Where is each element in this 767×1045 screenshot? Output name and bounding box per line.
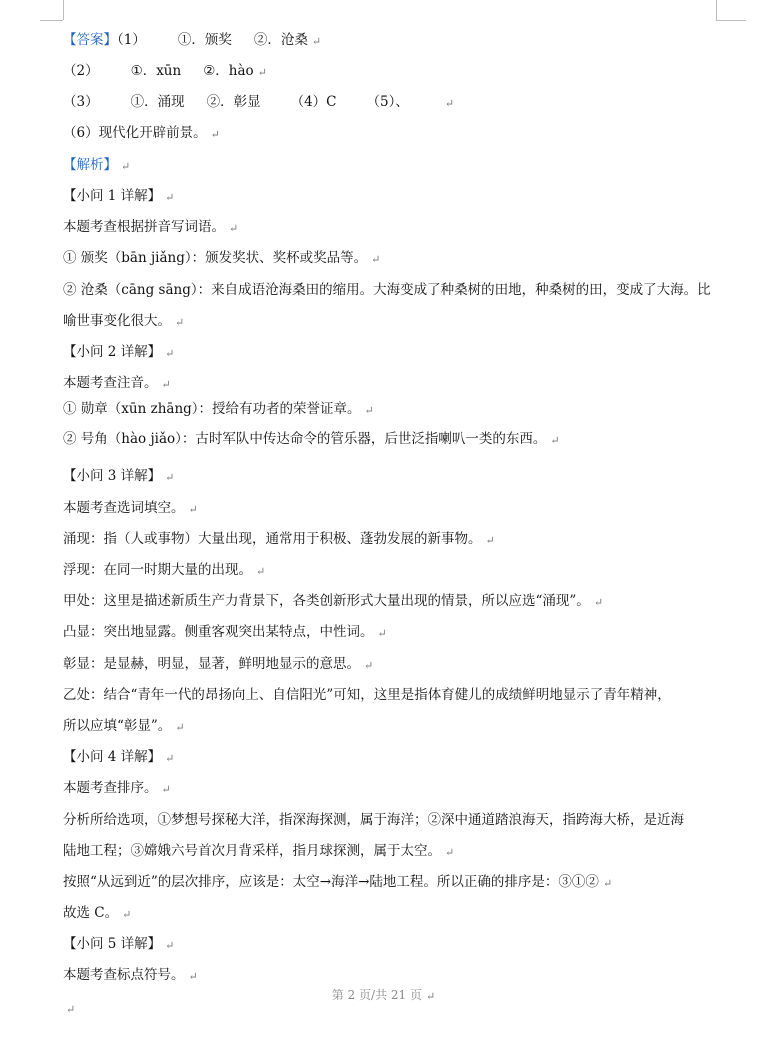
paragraph-mark: ↵ [121, 160, 131, 173]
section-heading-text: 【小问 4 详解】 [63, 749, 162, 765]
paragraph-text: 乙处：结合“青年一代的昂扬向上、自信阳光”可知，这里是指体育健儿的成绩鲜明地显示了青年精神， [63, 687, 671, 703]
page-footer [0, 986, 767, 1003]
section-3-heading [63, 467, 727, 487]
paragraph-mark: ↵ [364, 404, 374, 417]
paragraph-mark: ↵ [165, 347, 175, 360]
section-3-p4 [63, 623, 727, 643]
paragraph-mark: ↵ [445, 846, 455, 859]
paragraph-text: 本题考查注音。 [63, 375, 158, 391]
section-3-p6a [63, 686, 727, 704]
answer-q1-prefix: （1） [117, 32, 146, 48]
crop-mark-top-left-h [40, 20, 63, 21]
section-3-p2 [63, 561, 727, 581]
paragraph-text: 陆地工程；③嫦娥六号首次月背采样，指月球探测，属于太空。 [63, 843, 441, 859]
paragraph-mark: ↵ [122, 908, 132, 921]
section-5-heading [63, 935, 727, 955]
section-4-heading [63, 748, 727, 768]
paragraph-text: 凸显：突出地显露。侧重客观突出某特点，中性词。 [63, 624, 374, 640]
section-heading-text: 【小问 5 详解】 [63, 936, 162, 952]
crop-mark-top-right [716, 0, 717, 20]
paragraph-mark: ↵ [311, 35, 322, 48]
paragraph-text: ② 号角（hào jiǎo）：古时军队中传达命令的管乐器，后世泛指喇叭一类的东西。 [63, 431, 547, 447]
section-1-p2b [63, 312, 727, 332]
section-1-p2a [63, 281, 727, 299]
answer-line-4 [63, 124, 727, 144]
paragraph-mark: ↵ [371, 253, 381, 266]
paragraph-text: 喻世事变化很大。 [63, 313, 171, 329]
paragraph-mark: ↵ [165, 752, 175, 765]
paragraph-text: 本题考查排序。 [63, 780, 158, 796]
section-3-p3 [63, 592, 727, 612]
paragraph-mark: ↵ [229, 222, 239, 235]
section-4-p1b [63, 842, 727, 862]
section-heading-text: 【小问 2 详解】 [63, 344, 162, 360]
answer-line-1 [63, 31, 727, 51]
paragraph-mark-end: ↵ [66, 1003, 76, 1016]
crop-mark-top-right-h [716, 20, 746, 21]
section-4-p2 [63, 873, 727, 893]
paragraph-text: ① 颁奖（bān jiǎng）：颁发奖状、奖杯或奖品等。 [63, 250, 368, 266]
paragraph-text: 本题考查根据拼音写词语。 [63, 219, 225, 235]
paragraph-mark: ↵ [364, 659, 374, 672]
paragraph-text: 涌现：指（人或事物）大量出现，通常用于积极、蓬勃发展的新事物。 [63, 531, 482, 547]
answer-q3-prefix: （3） [63, 94, 99, 110]
paragraph-text: 按照“从远到近”的层次排序，应该是：太空→海洋→陆地工程。所以正确的排序是：③①② [63, 874, 599, 890]
paragraph-text: 分析所给选项，①梦想号探秘大洋，指深海探测，属于海洋；②深中通道踏浪海天，指跨海大桥，是近海 [63, 812, 684, 828]
paragraph-mark: ↵ [188, 970, 198, 983]
section-2-heading [63, 343, 727, 363]
paragraph-mark: ↵ [593, 596, 604, 609]
paragraph-mark: ↵ [485, 534, 495, 547]
section-3-p1 [63, 530, 727, 550]
answer-q6: （6）现代化开辟前景。 [63, 125, 207, 141]
answer-line-3 [63, 93, 727, 113]
section-1-intro [63, 218, 727, 238]
section-4-intro [63, 779, 727, 799]
paragraph-mark: ↵ [256, 565, 266, 578]
paragraph-text: 故选 C。 [63, 905, 119, 921]
paragraph-text: 甲处：这里是描述新质生产力背景下，各类创新形式大量出现的情景，所以应选“涌现”。 [63, 593, 590, 609]
paragraph-mark: ↵ [550, 434, 560, 447]
paragraph-mark: ↵ [257, 66, 267, 79]
section-3-intro [63, 499, 727, 519]
answer-q2-a1: ①．xūn [130, 63, 182, 79]
answer-q5: （5）、 [366, 94, 409, 110]
paragraph-mark: ↵ [161, 378, 171, 391]
answer-q1-a1: ①．颁奖 [177, 32, 232, 48]
paragraph-mark: ↵ [165, 191, 175, 204]
paragraph-text: 本题考查标点符号。 [63, 967, 185, 983]
paragraph-mark: ↵ [175, 721, 185, 734]
answer-q2-prefix: （2） [63, 63, 99, 79]
section-3-p6b [63, 717, 727, 737]
section-2-p2 [63, 430, 727, 450]
paragraph-text: 彰显：是显赫，明显，显著，鲜明地显示的意思。 [63, 656, 360, 672]
paragraph-mark: ↵ [377, 627, 387, 640]
section-1-p1 [63, 249, 727, 269]
paragraph-text: ② 沧桑（cāng sāng）：来自成语沧海桑田的缩用。大海变成了种桑树的田地，种桑树的田，变成了大海。比 [63, 282, 711, 298]
answer-q2-a2: ②．hào [203, 63, 254, 79]
analysis-tag: 【解析】 [63, 157, 117, 173]
answer-q4: （4）C [290, 94, 337, 110]
section-heading-text: 【小问 3 详解】 [63, 468, 162, 484]
paragraph-mark: ↵ [188, 503, 198, 516]
paragraph-text: 所以应填“彰显”。 [63, 718, 172, 734]
section-heading-text: 【小问 1 详解】 [63, 188, 162, 204]
answer-tag: 【答案】 [63, 32, 117, 48]
paragraph-mark: ↵ [161, 783, 171, 796]
paragraph-mark: ↵ [444, 97, 455, 110]
answer-q3-a2: ②．彰显 [206, 94, 261, 110]
section-2-p1 [63, 400, 727, 420]
paragraph-text: 浮现：在同一时期大量的出现。 [63, 562, 252, 578]
paragraph-text: 本题考查选词填空。 [63, 500, 185, 516]
crop-mark-top-left [63, 0, 64, 20]
paragraph-mark: ↵ [165, 471, 175, 484]
paragraph-mark: ↵ [165, 939, 175, 952]
paragraph-mark: ↵ [210, 128, 220, 141]
paragraph-mark: ↵ [175, 316, 185, 329]
section-4-p1a [63, 811, 727, 829]
section-3-p5 [63, 655, 727, 675]
page-number: 第 2 页/共 21 页 [331, 988, 422, 1002]
section-4-p3 [63, 904, 727, 924]
analysis-tag-line [63, 156, 727, 176]
answer-q1-a2: ②．沧桑 [253, 32, 308, 48]
answer-line-2 [63, 62, 727, 82]
section-2-intro [63, 374, 727, 394]
paragraph-mark: ↵ [602, 877, 613, 890]
paragraph-text: ① 勋章（xūn zhāng）：授给有功者的荣誉证章。 [63, 401, 361, 417]
section-1-heading [63, 187, 727, 207]
answer-q3-a1: ①．涌现 [130, 94, 185, 110]
paragraph-mark: ↵ [426, 990, 436, 1003]
section-5-intro [63, 966, 727, 986]
